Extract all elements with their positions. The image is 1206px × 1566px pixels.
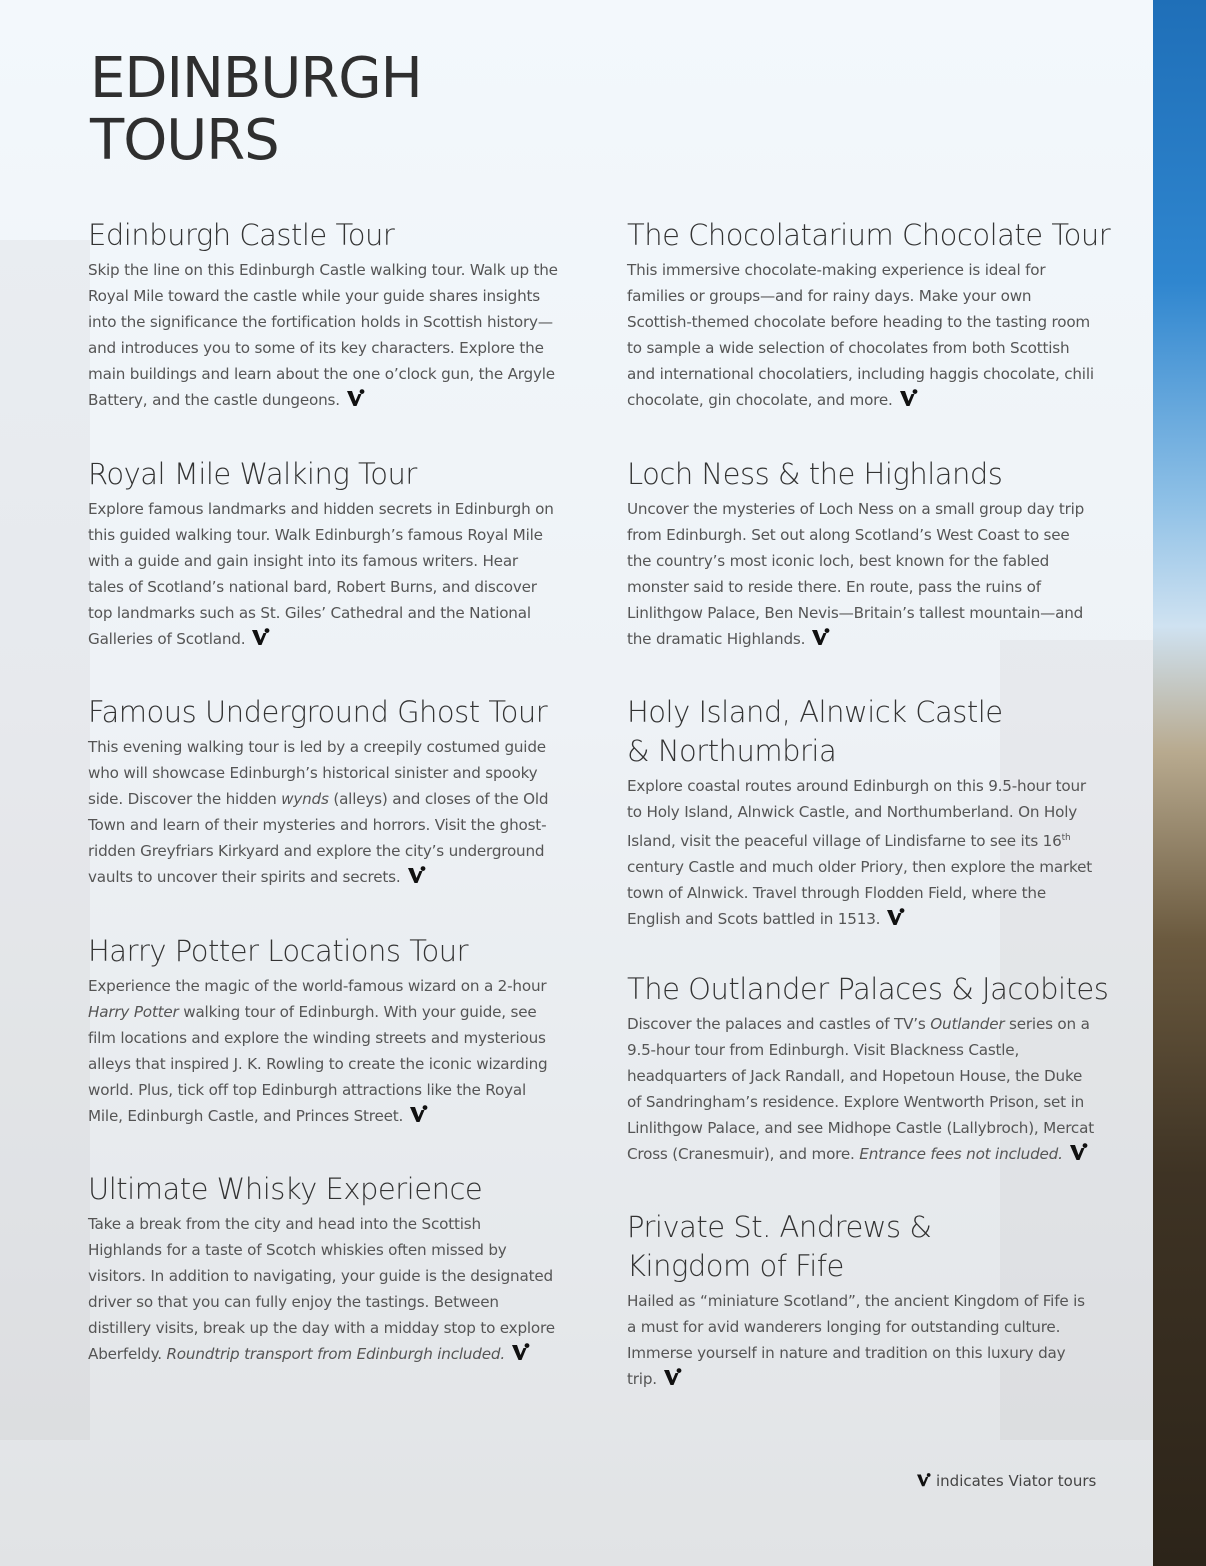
tour-description-text: This evening walking tour is led by a creepily costumed guide who will showcase Edinburgh’s historical sinister and spooky side. Discover the hidden: [88, 738, 546, 808]
tour-description-text: Hailed as “miniature Scotland”, the ancient Kingdom of Fife is a must for avid wanderers longing for outstanding culture. Immerse yourself in nature and tradition on this luxury day trip.: [627, 1292, 1085, 1388]
tour-description: [627, 1288, 1097, 1392]
tour-description-text: Take a break from the city and head into the Scottish Highlands for a taste of Scotch whiskies often missed by visitors. In addition to navigating, your guide is the designated driver so that you can fully enjoy the tastings. Between distillery visits, break up the day with a midday stop to explore Aberfeldy.: [88, 1215, 555, 1363]
tour-description-text: series on a 9.5-hour tour from Edinburgh. Visit Blackness Castle, headquarters of Jack Randall, and Hopetoun House, the Duke of Sandringham’s residence. Explore Wentworth Prison, set in Linlithgow Palace, and see Midhope Castle (Lallybroch), Mercat Cross (Cranesmuir), and more.: [627, 1015, 1094, 1163]
tour-description-text: Discover the palaces and castles of TV’s: [627, 1015, 931, 1033]
tour-title: The Outlander Palaces & Jacobites: [627, 972, 1109, 1006]
background-building-left: [0, 240, 90, 1440]
tour-chocolatarium: [627, 216, 1111, 413]
tour-description: [627, 257, 1097, 413]
tour-title: Royal Mile Walking Tour: [88, 457, 417, 491]
legend-text: indicates Viator tours: [936, 1472, 1097, 1490]
tour-harry-potter: [88, 932, 558, 1129]
page-title: EDINBURGH TOURS: [90, 46, 422, 173]
tour-ghost: [88, 693, 558, 890]
tour-description: [88, 734, 558, 890]
tour-description-italic: Outlander: [930, 1015, 1005, 1033]
viator-v-icon: [407, 866, 427, 884]
viator-v-icon: [409, 1105, 429, 1123]
tour-description-text: Experience the magic of the world-famous wizard on a 2-hour: [88, 977, 547, 995]
tour-outlander: [627, 970, 1109, 1167]
tour-holy-island: [627, 693, 1097, 932]
viator-v-icon: [899, 389, 919, 407]
tour-title-line: Private St. Andrews &: [627, 1210, 932, 1244]
tour-description-text: century Castle and much older Priory, then explore the market town of Alnwick. Travel through Flodden Field, where the English and Scots battled in 1513.: [627, 858, 1092, 929]
tour-title: [627, 1208, 1097, 1286]
tour-title: Edinburgh Castle Tour: [88, 218, 395, 252]
tour-royal-mile: [88, 455, 558, 652]
viator-legend: [916, 1472, 1096, 1490]
tour-description-italic: Harry Potter: [88, 1003, 179, 1021]
tour-title: Loch Ness & the Highlands: [627, 457, 1003, 491]
tour-description: [627, 1011, 1097, 1167]
tour-title-line: & Northumbria: [627, 734, 837, 768]
tour-title: [627, 693, 1097, 771]
tour-description: [88, 257, 558, 413]
tour-description-text: Uncover the mysteries of Loch Ness on a small group day trip from Edinburgh. Set out along Scotland’s West Coast to see the country’s most iconic loch, best known for the fabled monster said to reside there. En route, pass the ruins of Linlithgow Palace, Ben Nevis—Britain’s tallest mountain—and the dramatic Highlands.: [627, 500, 1085, 648]
viator-v-icon: [916, 1473, 932, 1487]
tour-description: [627, 496, 1097, 652]
tour-title-line: Holy Island, Alnwick Castle: [627, 695, 1003, 729]
tour-whisky: [88, 1170, 558, 1367]
ordinal-suffix: th: [1061, 833, 1071, 843]
photo-edge-strip: [1153, 0, 1206, 1566]
tour-description: [88, 1211, 558, 1367]
tour-st-andrews: [627, 1208, 1097, 1392]
tour-description: [627, 773, 1097, 932]
tour-description-text: Explore famous landmarks and hidden secrets in Edinburgh on this guided walking tour. Walk Edinburgh’s famous Royal Mile with a guide and gain insight into its famous writers. Hear tales of Scotland’s national bard, Robert Burns, and discover top landmarks such as St. Giles’ Cathedral and the National Galleries of Scotland.: [88, 500, 554, 648]
tour-title: Harry Potter Locations Tour: [88, 934, 469, 968]
tour-description-text: Skip the line on this Edinburgh Castle walking tour. Walk up the Royal Mile toward the castle while your guide shares insights into the significance the fortification holds in Scottish history—and introduces you to some of its key characters. Explore the main buildings and learn about the one o’clock gun, the Argyle Battery, and the castle dungeons.: [88, 261, 558, 409]
tour-description-text: walking tour of Edinburgh. With your guide, see film locations and explore the winding streets and mysterious alleys that inspired J. K. Rowling to create the iconic wizarding world. Plus, tick off top Edinburgh attractions like the Royal Mile, Edinburgh Castle, and Princes Street.: [88, 1003, 548, 1125]
viator-v-icon: [663, 1368, 683, 1386]
tour-description-italic: wynds: [281, 790, 329, 808]
tour-description-italic: Roundtrip transport from Edinburgh included.: [166, 1345, 505, 1363]
viator-v-icon: [346, 389, 366, 407]
viator-v-icon: [511, 1343, 531, 1361]
tour-description-italic: Entrance fees not included.: [859, 1145, 1063, 1163]
tour-title-line: Kingdom of Fife: [627, 1249, 844, 1283]
viator-v-icon: [886, 908, 906, 926]
tour-description: [88, 496, 558, 652]
tour-description: [88, 973, 558, 1129]
viator-v-icon: [1069, 1143, 1089, 1161]
tour-description-text: This immersive chocolate-making experience is ideal for families or groups—and for rainy days. Make your own Scottish-themed chocolate before heading to the tasting room to sample a wide selection of chocolates from both Scottish and international chocolatiers, including haggis chocolate, chili chocolate, gin chocolate, and more.: [627, 261, 1094, 409]
viator-v-icon: [251, 628, 271, 646]
tour-title: The Chocolatarium Chocolate Tour: [627, 218, 1111, 252]
tour-loch-ness: [627, 455, 1097, 652]
tour-title: Ultimate Whisky Experience: [88, 1172, 483, 1206]
viator-v-icon: [811, 628, 831, 646]
tour-description-text: Explore coastal routes around Edinburgh on this 9.5-hour tour to Holy Island, Alnwick Castle, and Northumberland. On Holy Island, visit the peaceful village of Lindisfarne to see its 16: [627, 777, 1086, 851]
tour-edinburgh-castle: [88, 216, 558, 413]
tour-title: Famous Underground Ghost Tour: [88, 695, 548, 729]
tour-description-text: (alleys) and closes of the Old Town and learn of their mysteries and horrors. Visit the ghost-ridden Greyfriars Kirkyard and explore the city’s underground vaults to uncover their spirits and secrets.: [88, 790, 549, 886]
